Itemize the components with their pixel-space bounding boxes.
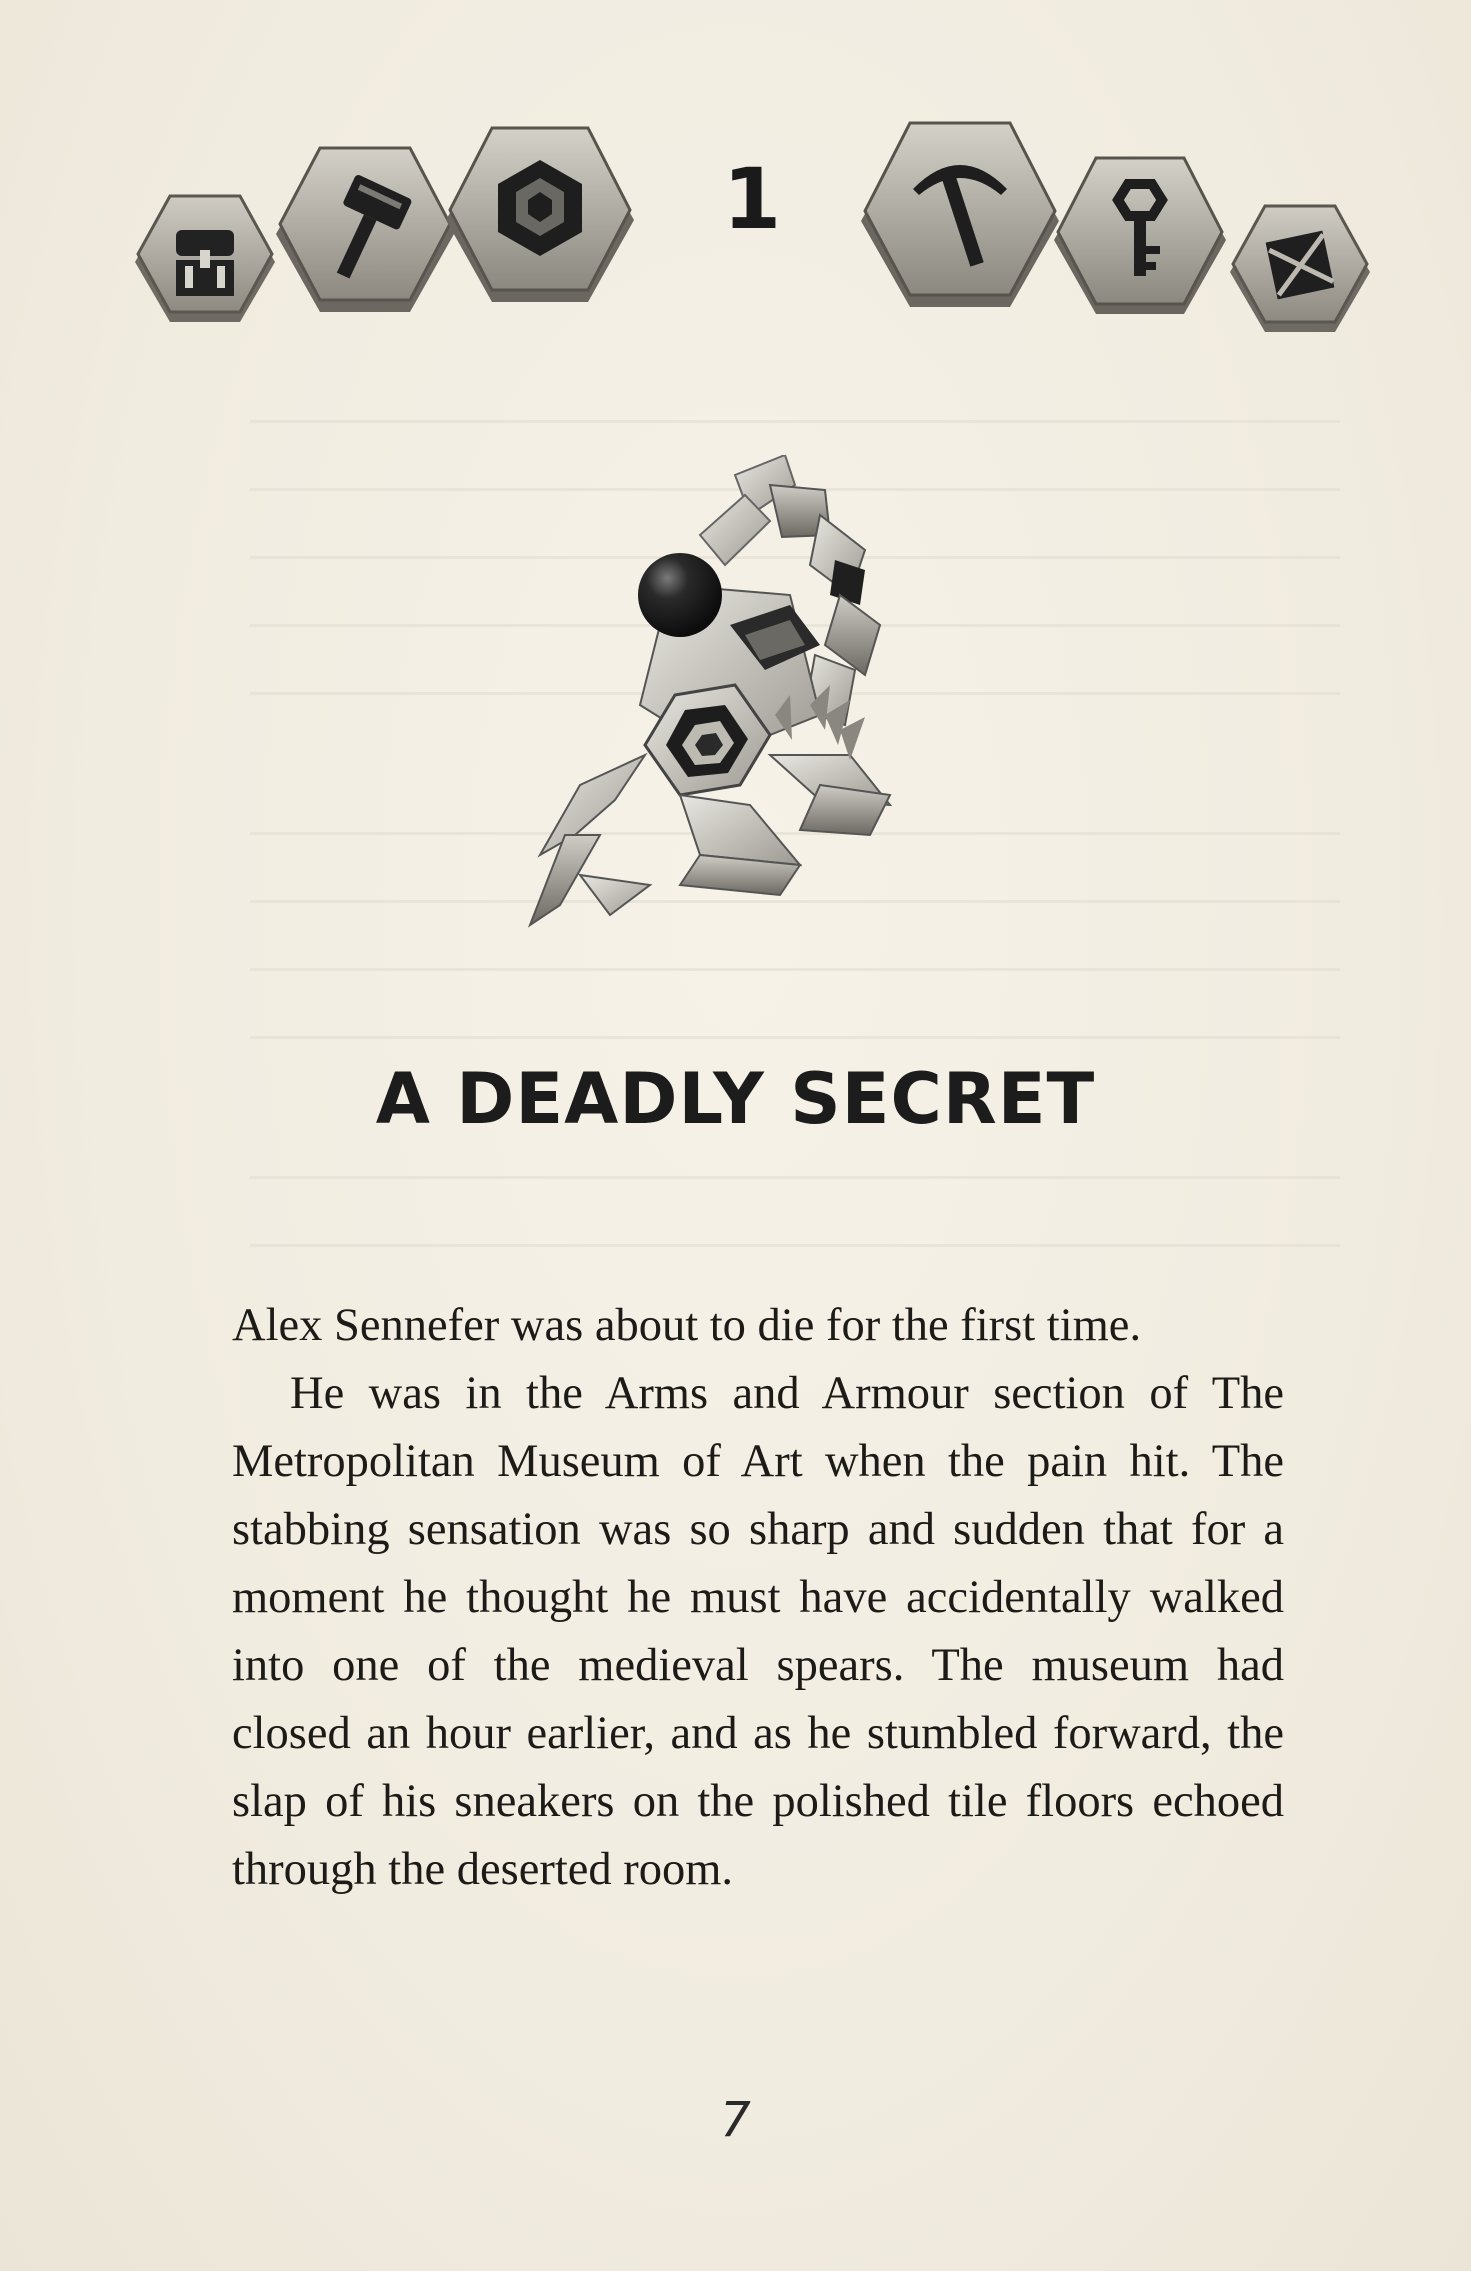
paragraph: He was in the Arms and Armour section of The Metropolitan Museum of Art when the pain hit. The stabbing sensation was so sharp and sudden that for a moment he thought he must have accidentally walked into one of the medieval spears. The museum had closed an hour earlier, and as he stumbled forward, the slap of his sneakers on the polished tile floors echoed through the deserted room.	[232, 1368, 1284, 1895]
chapter-title: A DEADLY SECRET	[375, 1058, 1096, 1140]
page-number: 7	[720, 2092, 751, 2148]
envelope-icon	[1225, 200, 1375, 350]
scorpion-illustration	[520, 455, 980, 935]
pickaxe-icon	[855, 115, 1065, 325]
bleed-through-line	[250, 968, 1340, 971]
bleed-through-line	[250, 1244, 1340, 1247]
key-icon	[1050, 150, 1230, 330]
bleed-through-line	[250, 1036, 1340, 1039]
paragraph: Alex Sennefer was about to die for the first time.	[232, 1300, 1142, 1351]
chapter-number: 1	[722, 150, 782, 248]
chest-icon	[130, 190, 280, 340]
bleed-through-line	[250, 1176, 1340, 1179]
hammer-icon	[270, 140, 460, 330]
bleed-through-line	[250, 420, 1340, 423]
gem-icon	[440, 120, 640, 320]
chapter-body	[232, 1292, 1284, 1904]
